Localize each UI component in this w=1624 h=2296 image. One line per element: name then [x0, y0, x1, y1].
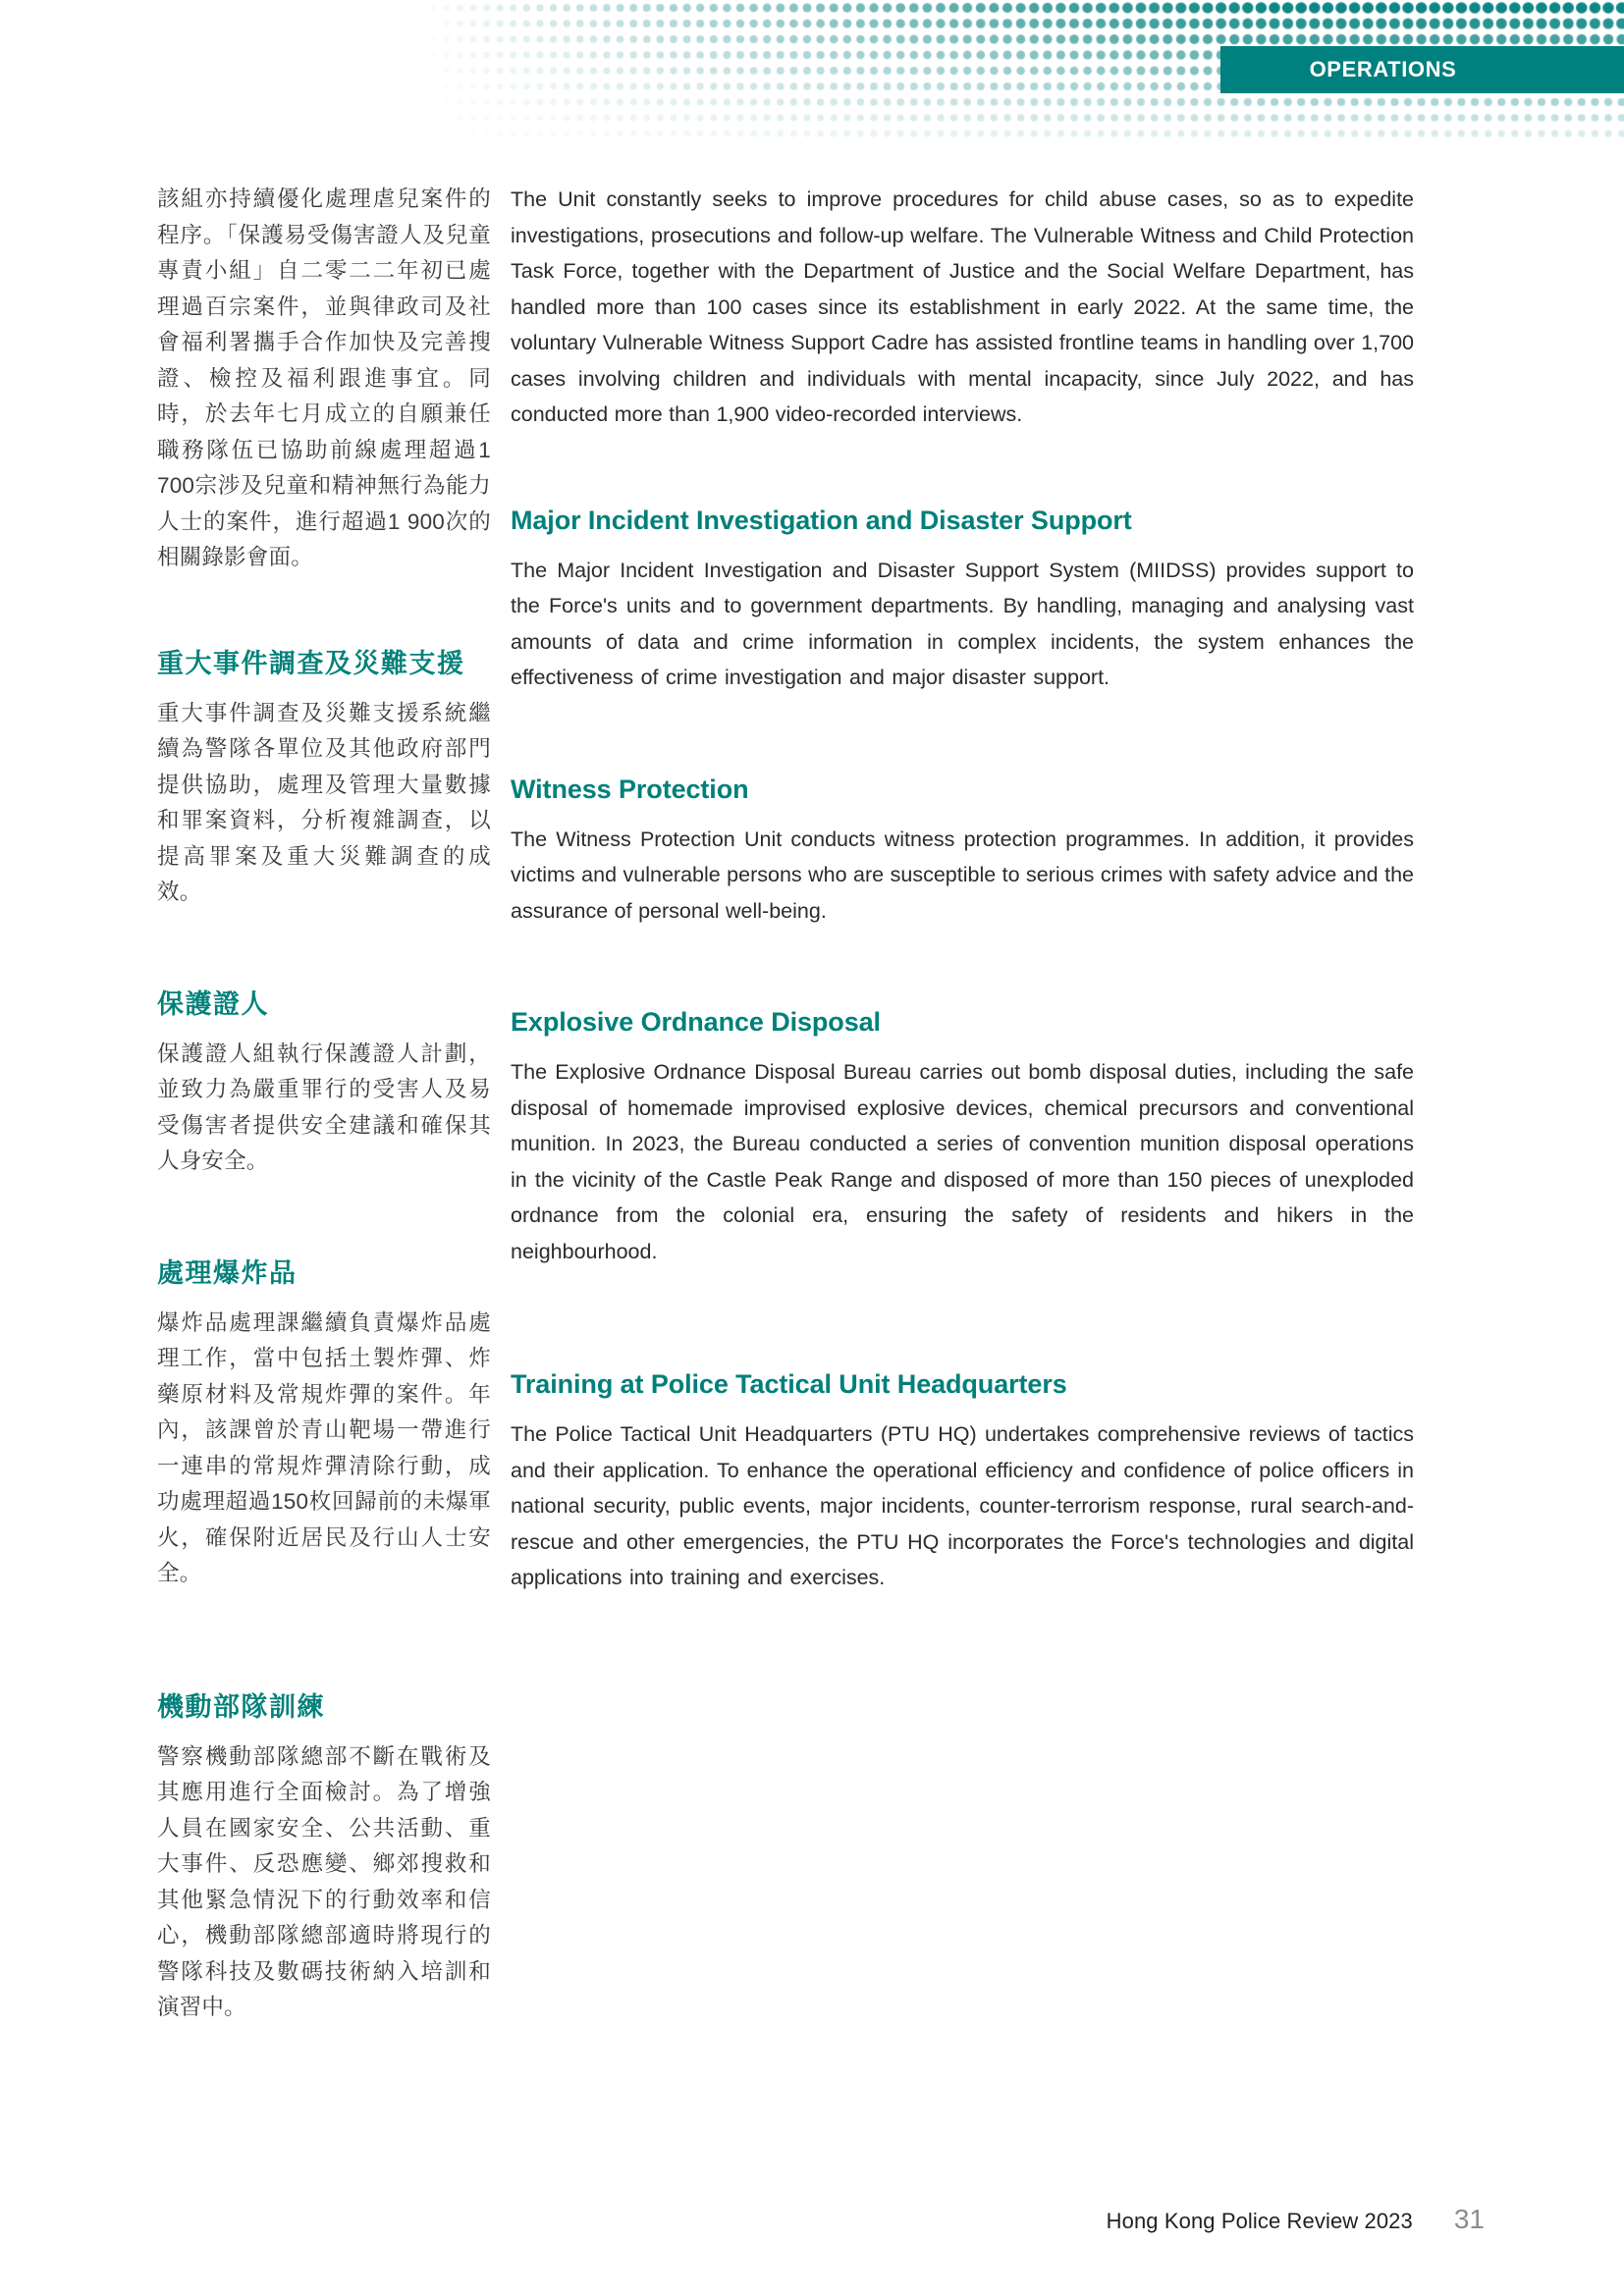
page-header	[0, 0, 1624, 137]
section-major-incident-investigation-zh	[157, 647, 491, 911]
spacer	[511, 433, 1414, 504]
heading-ptu-training-zh: 機動部隊訓練	[157, 1691, 325, 1722]
heading-major-incident-investigation-zh: 重大事件調查及災難支援	[157, 648, 465, 678]
column-chinese	[0, 182, 511, 2026]
section-child-abuse-continuation-en	[511, 182, 1414, 433]
paragraph-zh: 爆炸品處理課繼續負責爆炸品處理工作，當中包括土製炸彈、炸藥原材料及常規炸彈的案件。年內，該課曾於青山靶場一帶進行一連串的常規炸彈清除行動，成功處理超過150枚回歸前的未爆軍火，確保附近居民及行山人士安全。	[157, 1309, 491, 1585]
paragraph-en: The Major Incident Investigation and Disaster Support System (MIIDSS) provides support to the Force's units and to government departments. By handling, managing and analysing vast amounts of data and crime information in complex incidents, the system enhances the effectiveness of crime investigation and major disaster support.	[511, 558, 1414, 689]
two-column-content	[0, 182, 1624, 2026]
paragraph-en: The Unit constantly seeks to improve procedures for child abuse cases, so as to expedite investigations, prosecutions and follow-up welfare. The Vulnerable Witness and Child Protection Task Force, together with the Department of Justice and the Social Welfare Department, has handled more than 100 cases since its establishment in early 2022. At the same time, the voluntary Vulnerable Witness Support Cadre has assisted frontline teams in handling over 1,700 cases involving children and individuals with mental incapacity, since July 2022, and has conducted more than 1,900 video-recorded interviews.	[511, 187, 1414, 426]
page-number: 31	[1453, 2204, 1485, 2234]
section-ptu-training-en	[511, 1367, 1414, 1596]
paragraph-en: The Witness Protection Unit conducts witness protection programmes. In addition, it provides victims and vulnerable persons who are susceptible to serious crimes with safety advice and the assurance of personal well-being.	[511, 827, 1415, 923]
section-witness-protection-en	[511, 773, 1414, 930]
section-banner-label: OPERATIONS	[1309, 57, 1457, 81]
spacer	[157, 1180, 491, 1256]
page-footer	[0, 2204, 1624, 2235]
section-explosive-ordnance-disposal-zh	[157, 1256, 491, 1592]
heading-explosive-ordnance-disposal-en: Explosive Ordnance Disposal	[511, 1007, 881, 1037]
paragraph-en: The Explosive Ordnance Disposal Bureau carries out bomb disposal duties, including the safe disposal of homemade improvised explosive devices, chemical precursors and conventional munition. In 2023, the Bureau conducted a series of convention munition disposal operations in the vicinity of the Castle Peak Range and disposed of more than 150 pieces of unexploded ordnance from the colonial era, ensuring the safety of residents and hikers in the neighbourhood.	[511, 1060, 1414, 1263]
heading-ptu-training-en: Training at Police Tactical Unit Headquarters	[511, 1369, 1067, 1399]
heading-major-incident-investigation-en: Major Incident Investigation and Disaster Support	[511, 505, 1132, 535]
heading-witness-protection-zh: 保護證人	[157, 988, 269, 1019]
paragraph-zh: 該組亦持續優化處理虐兒案件的程序。「保護易受傷害證人及兒童專責小組」自二零二二年初已處理過百宗案件，並與律政司及社會福利署攜手合作加快及完善搜證、檢控及福利跟進事宜。同時，於去年七月成立的自願兼任職務隊伍已協助前線處理超過1 700宗涉及兒童和精神無行為能力人士的案件，進行超過1 900次的相關錄影會面。	[157, 187, 491, 569]
section-witness-protection-zh	[157, 988, 491, 1180]
section-child-abuse-continuation-zh	[157, 182, 491, 576]
section-major-incident-investigation-en	[511, 504, 1414, 696]
section-explosive-ordnance-disposal-en	[511, 1005, 1414, 1269]
spacer	[157, 1592, 491, 1690]
paragraph-zh: 重大事件調查及災難支援系統繼續為警隊各單位及其他政府部門提供協助，處理及管理大量數據和罪案資料，分析複雜調查，以提高罪案及重大災難調查的成效。	[157, 700, 491, 904]
paragraph-zh: 警察機動部隊總部不斷在戰術及其應用進行全面檢討。為了增強人員在國家安全、公共活動、重大事件、反恐應變、鄉郊搜救和其他緊急情況下的行動效率和信心，機動部隊總部適時將現行的警隊科技及數碼技術納入培訓和演習中。	[157, 1743, 491, 2019]
spacer	[157, 911, 491, 988]
spacer	[511, 696, 1414, 773]
spacer	[511, 929, 1414, 1005]
column-english	[511, 182, 1551, 2026]
footer-publication-title: Hong Kong Police Review 2023	[1106, 2209, 1413, 2233]
section-ptu-training-zh	[157, 1690, 491, 2026]
paragraph-en: The Police Tactical Unit Headquarters (PTU HQ) undertakes comprehensive reviews of tactics and their application. To enhance the operational efficiency and confidence of police officers in national security, public events, major incidents, counter-terrorism response, rural search-and-rescue and other emergencies, the PTU HQ incorporates the Force's technologies and digital applications into training and exercises.	[511, 1422, 1414, 1589]
section-banner-operations	[1220, 46, 1624, 93]
paragraph-zh: 保護證人組執行保護證人計劃，並致力為嚴重罪行的受害人及易受傷害者提供安全建議和確保其人身安全。	[157, 1041, 491, 1173]
heading-explosive-ordnance-disposal-zh: 處理爆炸品	[157, 1257, 298, 1288]
spacer	[511, 1269, 1414, 1367]
spacer	[157, 576, 491, 647]
heading-witness-protection-en: Witness Protection	[511, 774, 749, 804]
